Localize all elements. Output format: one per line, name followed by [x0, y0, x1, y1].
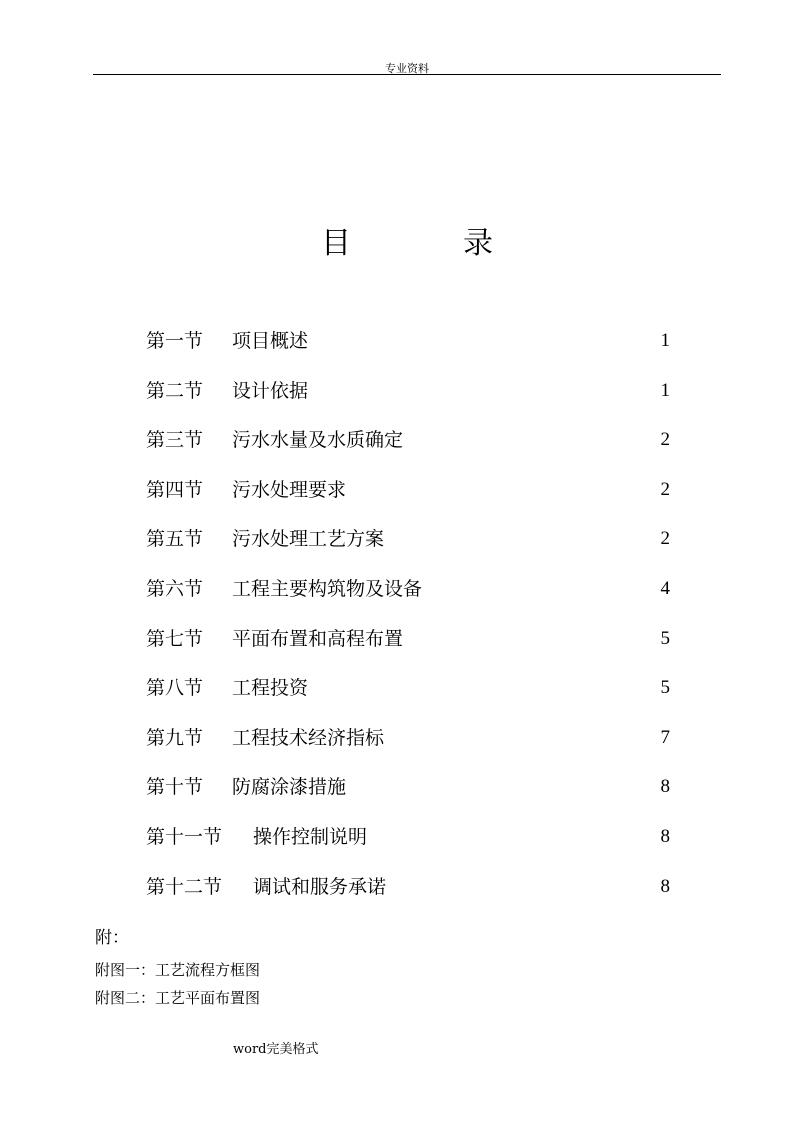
toc-section-number: 第十一节 — [146, 825, 223, 848]
toc-section-number: 第五节 — [146, 528, 204, 551]
toc-section-title: 工程投资 — [232, 677, 309, 700]
toc-entry[interactable] — [146, 620, 670, 670]
page-footer: word完美格式 — [233, 1042, 319, 1057]
toc-page-number: 8 — [660, 875, 670, 897]
toc-page-number: 8 — [660, 825, 670, 847]
appendix-title: 附： — [95, 928, 129, 948]
toc-page-number: 7 — [660, 726, 670, 748]
toc-section-title: 调试和服务承诺 — [253, 875, 387, 898]
toc-section-title: 操作控制说明 — [253, 825, 368, 848]
toc-section-number: 第四节 — [146, 478, 204, 501]
toc-list — [146, 322, 670, 917]
appendix-item: 附图一：工艺流程方框图 — [95, 961, 261, 979]
toc-page-number: 4 — [660, 577, 670, 599]
toc-entry[interactable] — [146, 421, 670, 471]
toc-entry[interactable] — [146, 868, 670, 918]
toc-section-title: 污水处理要求 — [232, 478, 347, 501]
toc-entry[interactable] — [146, 372, 670, 422]
toc-entry[interactable] — [146, 520, 670, 570]
toc-page-number: 8 — [660, 776, 670, 798]
toc-section-number: 第三节 — [146, 429, 204, 452]
toc-entry[interactable] — [146, 719, 670, 769]
toc-section-number: 第一节 — [146, 330, 204, 352]
toc-section-number: 第七节 — [146, 627, 204, 650]
appendix — [95, 922, 260, 1012]
toc-title-char-1: 目 — [321, 226, 351, 261]
toc-entry[interactable] — [146, 768, 670, 818]
header-text: 专业资料 — [385, 62, 429, 75]
toc-page-number: 2 — [660, 478, 670, 500]
toc-section-number: 第十节 — [146, 776, 204, 799]
toc-title-char-2: 录 — [463, 226, 493, 261]
toc-section-title: 设计依据 — [232, 379, 309, 402]
toc-page-number: 2 — [660, 528, 670, 550]
toc-section-title: 项目概述 — [232, 330, 309, 352]
toc-page-number: 1 — [660, 330, 670, 351]
toc-entry[interactable] — [146, 570, 670, 620]
toc-section-number: 第九节 — [146, 726, 204, 749]
toc-section-number: 第八节 — [146, 677, 204, 700]
toc-entry[interactable] — [146, 471, 670, 521]
toc-section-title: 平面布置和高程布置 — [232, 627, 404, 650]
toc-entry[interactable] — [146, 669, 670, 719]
toc-section-number: 第十二节 — [146, 875, 223, 898]
appendix-item: 附图二：工艺平面布置图 — [95, 989, 261, 1007]
toc-entry[interactable] — [146, 818, 670, 868]
toc-page-number: 5 — [660, 627, 670, 649]
toc-page-number: 5 — [660, 677, 670, 699]
toc-section-title: 工程技术经济指标 — [232, 726, 385, 749]
toc-section-title: 防腐涂漆措施 — [232, 776, 347, 799]
toc-title — [0, 222, 794, 266]
toc-section-number: 第二节 — [146, 379, 204, 402]
toc-page-number: 2 — [660, 429, 670, 451]
toc-section-title: 污水水量及水质确定 — [232, 429, 404, 452]
toc-section-title: 污水处理工艺方案 — [232, 528, 385, 551]
toc-page-number: 1 — [660, 379, 670, 401]
page-header — [93, 57, 721, 75]
toc-section-number: 第六节 — [146, 577, 204, 600]
toc-section-title: 工程主要构筑物及设备 — [232, 577, 423, 600]
toc-entry[interactable] — [146, 322, 670, 372]
